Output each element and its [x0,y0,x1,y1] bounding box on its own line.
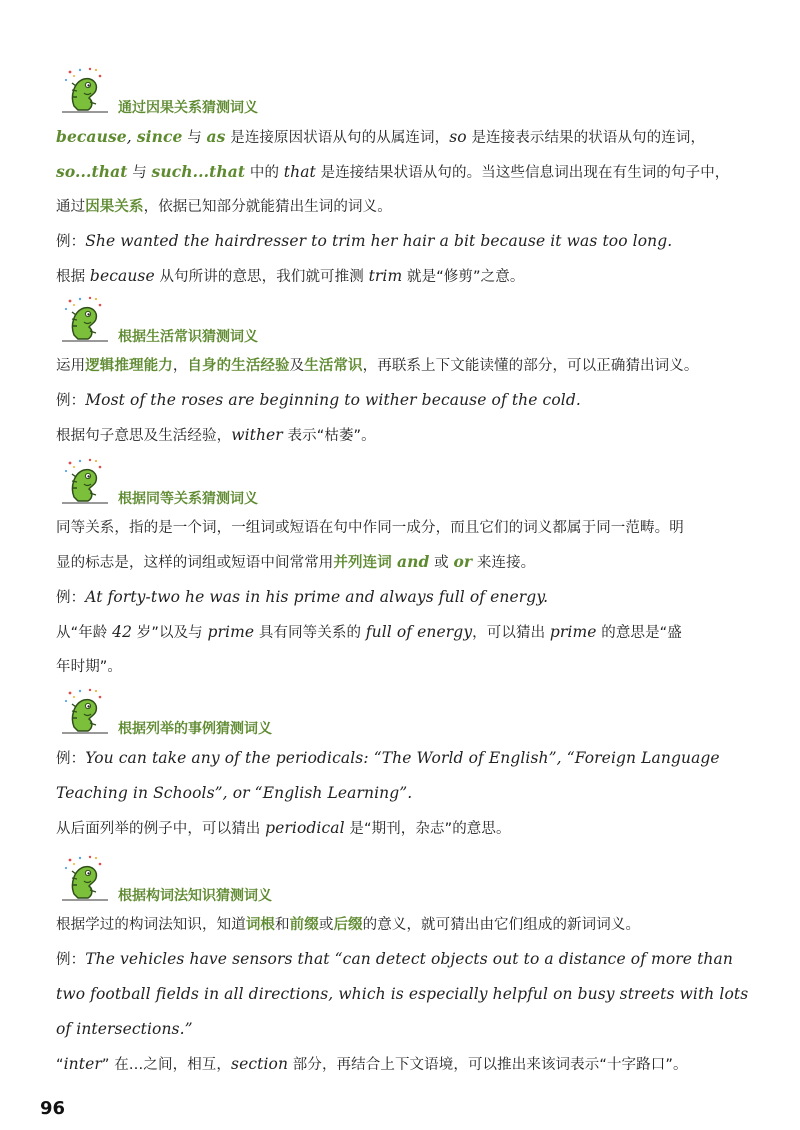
dinosaur-mascot-icon [60,295,108,347]
section-word-formation [56,852,762,1082]
example-line [56,224,762,259]
explanation-line [56,615,762,650]
text-run: 是连接结果状语从句的。当这些信息词出现在有生词的句子中， [315,165,730,181]
text-run: 显的标志是，这样的词组或短语中间常常用 [56,555,334,571]
example-line [56,383,762,418]
term: periodical [265,819,345,837]
keyword-conjunction: 并列连词 [333,555,397,571]
text-run: 表示“枯萎”。 [282,428,376,444]
text-run: ，可以猜出 [472,625,550,641]
section-header [56,685,762,741]
text-run: 部分，再结合上下文语境，可以推出来该词表示“十字路口”。 [288,1057,688,1073]
example-line [56,1012,762,1047]
keyword-logic: 逻辑推理能力 [85,358,173,374]
term: inter [63,1055,102,1073]
keyword-root: 词根 [245,917,276,933]
section-title: 根据生活常识猜测词义 [118,329,258,345]
explanation-line [56,418,762,453]
keyword-experience: 自身的生活经验 [187,358,290,374]
paragraph-line [56,511,762,545]
explanation-line [56,811,762,846]
example-label: 例： [56,952,86,968]
keyword-and: and [396,552,430,571]
paragraph-line [56,349,762,383]
example-label: 例： [56,751,86,767]
dinosaur-mascot-icon [60,854,108,906]
section-cause-effect [56,64,762,294]
text-run: ，再联系上下文能读懂的部分，可以正确猜出词义。 [362,358,699,374]
term: section [231,1055,289,1073]
dinosaur-mascot-icon [60,457,108,509]
keyword-or: or [453,552,473,571]
section-header [56,455,762,511]
text-run: 根据句子意思及生活经验， [56,428,232,444]
text-run: 根据 [56,269,90,285]
explanation-line [56,1047,762,1082]
paragraph-line [56,190,762,224]
text-run: 从“年龄 [56,625,113,641]
example-sentence: At forty-two he was in his prime and always full of energy. [85,588,549,606]
section-title: 根据列举的事例猜测词义 [118,721,272,737]
term: full of energy [365,623,473,641]
keyword-common-sense: 生活常识 [304,358,363,374]
dinosaur-mascot-icon [60,66,108,118]
text-run: 的意义，就可猜出由它们组成的新词词义。 [362,917,641,933]
text-run: 及 [289,358,305,374]
text-run: 是连接原因状语从句的从属连词， [225,130,450,146]
example-sentence: Most of the roses are beginning to wither because of the cold. [85,391,581,409]
text-run: 通过 [56,199,86,215]
section-common-sense [56,293,762,453]
section-title: 根据构词法知识猜测词义 [118,888,272,904]
section-examples [56,685,762,846]
keyword-as: as [206,127,226,146]
text-run: 或 [318,917,334,933]
text-run: 和 [275,917,290,933]
text-run: 与 [127,165,152,181]
paragraph-line [56,908,762,942]
paragraph-line [56,155,762,190]
keyword-so: so [449,128,467,146]
example-line [56,580,762,615]
example-label: 例： [56,234,86,250]
text-run: 与 [182,130,207,146]
text-run: , [126,128,137,146]
section-title: 根据同等关系猜测词义 [118,491,258,507]
example-sentence: The vehicles have sensors that “can detect objects out to a distance of more than [85,950,733,968]
section-header [56,852,762,908]
text-run: 或 [429,555,454,571]
term: trim [368,267,403,285]
example-line [56,942,762,977]
term: prime [549,623,597,641]
paragraph-line [56,120,762,155]
term: wither [231,426,283,444]
paragraph-line [56,545,762,580]
text-run: 年时期”。 [56,659,123,675]
keyword-suffix: 后缀 [333,917,363,933]
text-run: 从后面列举的例子中，可以猜出 [56,821,266,837]
keyword-cause-effect: 因果关系 [85,199,144,215]
example-label: 例： [56,393,86,409]
text-run: ， [172,358,188,374]
term: prime [207,623,255,641]
example-sentence: two football fields in all directions, which is especially helpful on busy streets with lots [56,985,749,1003]
text-run: 同等关系，指的是一个词，一组词或短语在句中作同一成分，而且它们的词义都属于同一范畴。明 [56,520,684,536]
text-run: 运用 [56,358,86,374]
text-run: 根据学过的构词法知识，知道 [56,917,246,933]
text-run: 是连接表示结果的状语从句的连词， [466,130,706,146]
text-run: 从句所讲的意思，我们就可推测 [154,269,369,285]
dinosaur-mascot-icon [60,687,108,739]
text-run: 具有同等关系的 [254,625,366,641]
term: 42 [112,623,133,641]
section-header [56,64,762,120]
text-run: 是“期刊，杂志”的意思。 [344,821,511,837]
text-run: ，依据已知部分就能猜出生词的词义。 [143,199,392,215]
section-title: 通过因果关系猜测词义 [118,100,258,116]
page-number: 96 [40,1098,66,1119]
keyword-prefix: 前缀 [289,917,319,933]
section-equivalence [56,455,762,684]
example-sentence: You can take any of the periodicals: “The World of English”, “Foreign Language [85,749,720,767]
text-run: 就是“修剪”之意。 [402,269,525,285]
keyword-that: that [283,163,316,181]
example-sentence: Teaching in Schools”, or “English Learning”. [56,784,413,802]
explanation-line [56,259,762,294]
term: because [89,267,155,285]
section-header [56,293,762,349]
text-run: ” 在…之间，相互， [101,1057,232,1073]
keyword-because: because [56,127,127,146]
example-line [56,776,762,811]
text-run: 岁”以及与 [132,625,208,641]
text-run: 来连接。 [472,555,536,571]
example-label: 例： [56,590,86,606]
text-run: 的意思是“盛 [596,625,682,641]
example-sentence: She wanted the hairdresser to trim her hair a bit because it was too long. [85,232,673,250]
example-line [56,741,762,776]
explanation-line [56,650,762,684]
example-line [56,977,762,1012]
keyword-such-that: such...that [151,162,246,181]
keyword-since: since [136,127,183,146]
text-run: “ [56,1057,64,1073]
example-sentence: of intersections.” [56,1020,193,1038]
keyword-so-that: so...that [56,162,128,181]
text-run: 中的 [245,165,284,181]
